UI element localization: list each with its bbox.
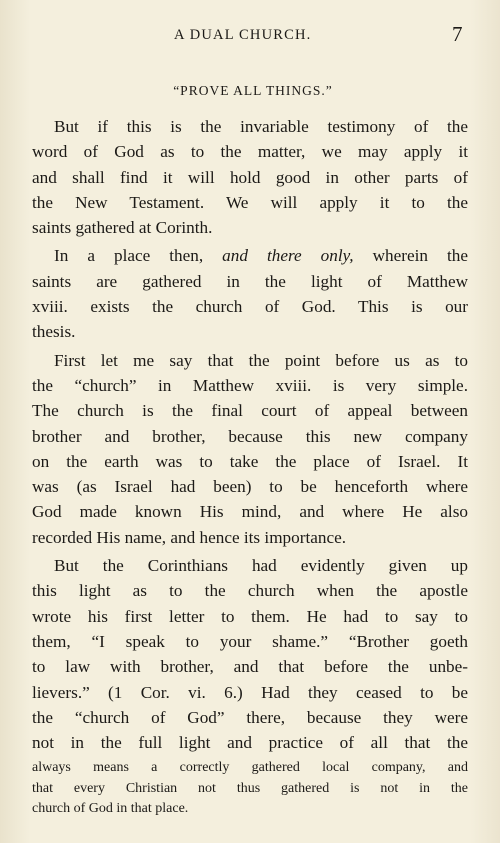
text-line: was (as Israel had been) to be henceforth where [32,477,468,497]
footnote [32,758,468,820]
text-line: and shall find it will hold good in other parts of [32,167,468,187]
paragraph-4 [32,553,468,755]
text-line: this light as to the church when the apostle [32,581,468,601]
section-heading: “PROVE ALL THINGS.” [173,83,333,98]
text-line: not in the full light and practice of all that the [32,733,468,753]
footnote-line: that every Christian not thus gathered is not in the [32,780,468,796]
text-line: But if this is the invariable testimony of the [54,117,468,136]
footnote-line: always means a correctly gathered local company, and [32,760,468,775]
paragraph-3 [32,348,468,550]
text-run: In a place then, [54,246,223,266]
text-run: wherein the [353,246,468,266]
text-line: The church is the final court of appeal between [32,401,468,421]
text-line: recorded His name, and hence its importance. [32,527,347,547]
text-line: them, “I speak to your shame.” “Brother goeth [32,631,468,651]
text-line: wrote his first letter to them. He had to say to [32,606,468,626]
text-line: the “church” in Matthew xviii. is very simple. [32,375,468,395]
italic-emphasis: and there only, [222,246,354,266]
footnote-line: church of God in that place. [32,801,189,816]
paragraph-2 [32,243,468,344]
text-line: to law with brother, and that before the unbe- [32,657,468,677]
running-title: A DUAL CHURCH. [174,27,312,43]
page-number: 7 [452,22,463,46]
paragraph-1 [32,114,468,240]
text-line: xviii. exists the church of God. This is our [32,297,468,317]
running-header [0,22,500,52]
text-line: the “church of God” there, because they were [32,707,468,727]
text-line: the New Testament. We will apply it to the [32,192,468,212]
text-line [32,243,468,268]
text-line: thesis. [32,322,76,342]
text-line: word of God as to the matter, we may apply it [32,142,468,162]
text-line: brother and brother, because this new company [32,426,468,446]
body-text [32,114,468,758]
text-line: God made known His mind, and where He also [32,502,468,522]
text-line: saints gathered at Corinth. [32,218,213,238]
text-line: lievers.” (1 Cor. vi. 6.) Had they ceased to be [32,682,468,702]
text-line: on the earth was to take the place of Israel. It [32,451,468,471]
text-line: But the Corinthians had evidently given up [54,556,468,576]
text-line: saints are gathered in the light of Matthew [32,271,468,291]
text-line: First let me say that the point before us as to [54,350,468,370]
